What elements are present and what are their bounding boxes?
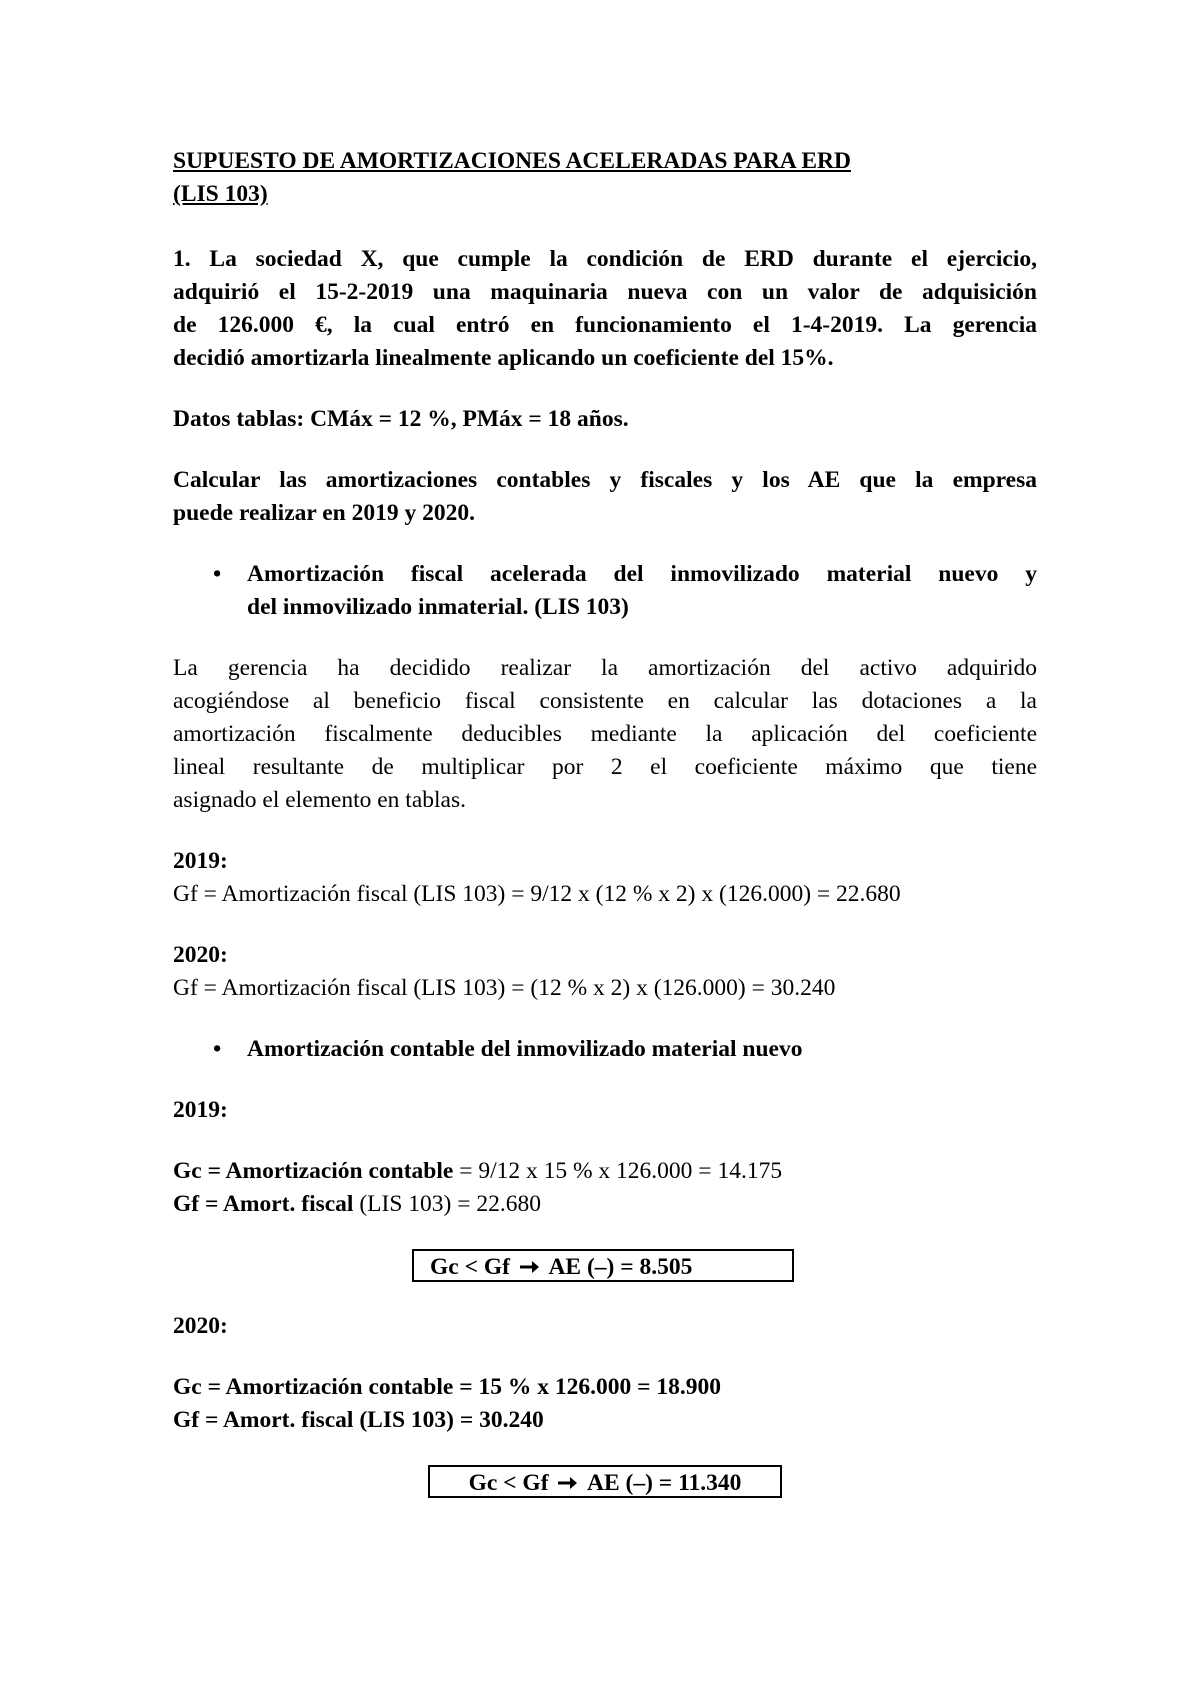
result-box-2019 (412, 1249, 794, 1282)
datos-tablas: Datos tablas: CMáx = 12 %, PMáx = 18 años. (173, 406, 629, 432)
bullet-icon: • (213, 561, 222, 587)
section1-paragraph (173, 652, 1037, 817)
paragraph-line: La gerencia ha decidido realizar la amortización del activo adquirido (173, 655, 1037, 681)
result-value: AE (–) = 11.340 (587, 1470, 742, 1496)
year-label-2019: 2019: (173, 1097, 228, 1123)
fiscal-summary-2020: Gf = Amort. fiscal (LIS 103) = 30.240 (173, 1407, 544, 1433)
calcular-statement (173, 464, 1037, 530)
fiscal-label: Gf = Amort. fiscal (173, 1191, 354, 1217)
section1-heading-line: del inmovilizado inmaterial. (LIS 103) (247, 594, 629, 620)
result-value: AE (–) = 8.505 (548, 1254, 693, 1280)
calcular-line: Calcular las amortizaciones contables y fiscales y los AE que la empresa (173, 467, 1037, 493)
paragraph-line: amortización fiscalmente deducibles mediante la aplicación del coeficiente (173, 721, 1037, 747)
year-label-2020: 2020: (173, 1313, 228, 1339)
document-body (173, 145, 1037, 1498)
paragraph-line: acogiéndose al beneficio fiscal consistente en calcular las dotaciones a la (173, 688, 1037, 714)
section2-heading (173, 1033, 1037, 1066)
fiscal-summary-2019 (173, 1188, 1037, 1221)
section1-heading (173, 558, 1037, 624)
result-box-row-2020 (173, 1465, 1037, 1498)
arrow-right-icon (520, 1251, 540, 1284)
section2-heading-text: Amortización contable del inmovilizado material nuevo (247, 1036, 803, 1062)
problem-line: 1. La sociedad X, que cumple la condición de ERD durante el ejercicio, (173, 246, 1037, 272)
bullet-icon: • (213, 1036, 222, 1062)
contable-calc-2020: Gc = Amortización contable = 15 % x 126.000 = 18.900 (173, 1374, 721, 1400)
year-label-2020: 2020: (173, 942, 228, 968)
fiscal-value: (LIS 103) = 22.680 (353, 1191, 541, 1217)
fiscal-calc-2020: Gf = Amortización fiscal (LIS 103) = (12 % x 2) x (126.000) = 30.240 (173, 975, 836, 1001)
title-line-2: (LIS 103) (173, 181, 268, 207)
title-line-1: SUPUESTO DE AMORTIZACIONES ACELERADAS PARA ERD (173, 148, 851, 174)
problem-statement (173, 243, 1037, 375)
arrow-right-icon (558, 1467, 578, 1500)
contable-value: = 9/12 x 15 % x 126.000 = 14.175 (453, 1158, 783, 1184)
problem-line: de 126.000 €, la cual entró en funcionamiento el 1-4-2019. La gerencia (173, 312, 1037, 338)
result-box-row-2019 (173, 1249, 1037, 1282)
result-comparison: Gc < Gf (468, 1470, 549, 1496)
problem-line: decidió amortizarla linealmente aplicando un coeficiente del 15%. (173, 345, 834, 371)
result-comparison: Gc < Gf (430, 1254, 510, 1280)
section1-heading-line: Amortización fiscal acelerada del inmovilizado material nuevo y (247, 561, 1037, 587)
problem-line: adquirió el 15-2-2019 una maquinaria nueva con un valor de adquisición (173, 279, 1037, 305)
paragraph-line: lineal resultante de multiplicar por 2 el coeficiente máximo que tiene (173, 754, 1037, 780)
calcular-line: puede realizar en 2019 y 2020. (173, 500, 476, 526)
year-label-2019: 2019: (173, 848, 228, 874)
paragraph-line: asignado el elemento en tablas. (173, 787, 466, 813)
result-box-2020 (428, 1465, 782, 1498)
contable-calc-2019 (173, 1155, 1037, 1188)
contable-label: Gc = Amortización contable (173, 1158, 454, 1184)
fiscal-calc-2019: Gf = Amortización fiscal (LIS 103) = 9/12 x (12 % x 2) x (126.000) = 22.680 (173, 881, 901, 907)
